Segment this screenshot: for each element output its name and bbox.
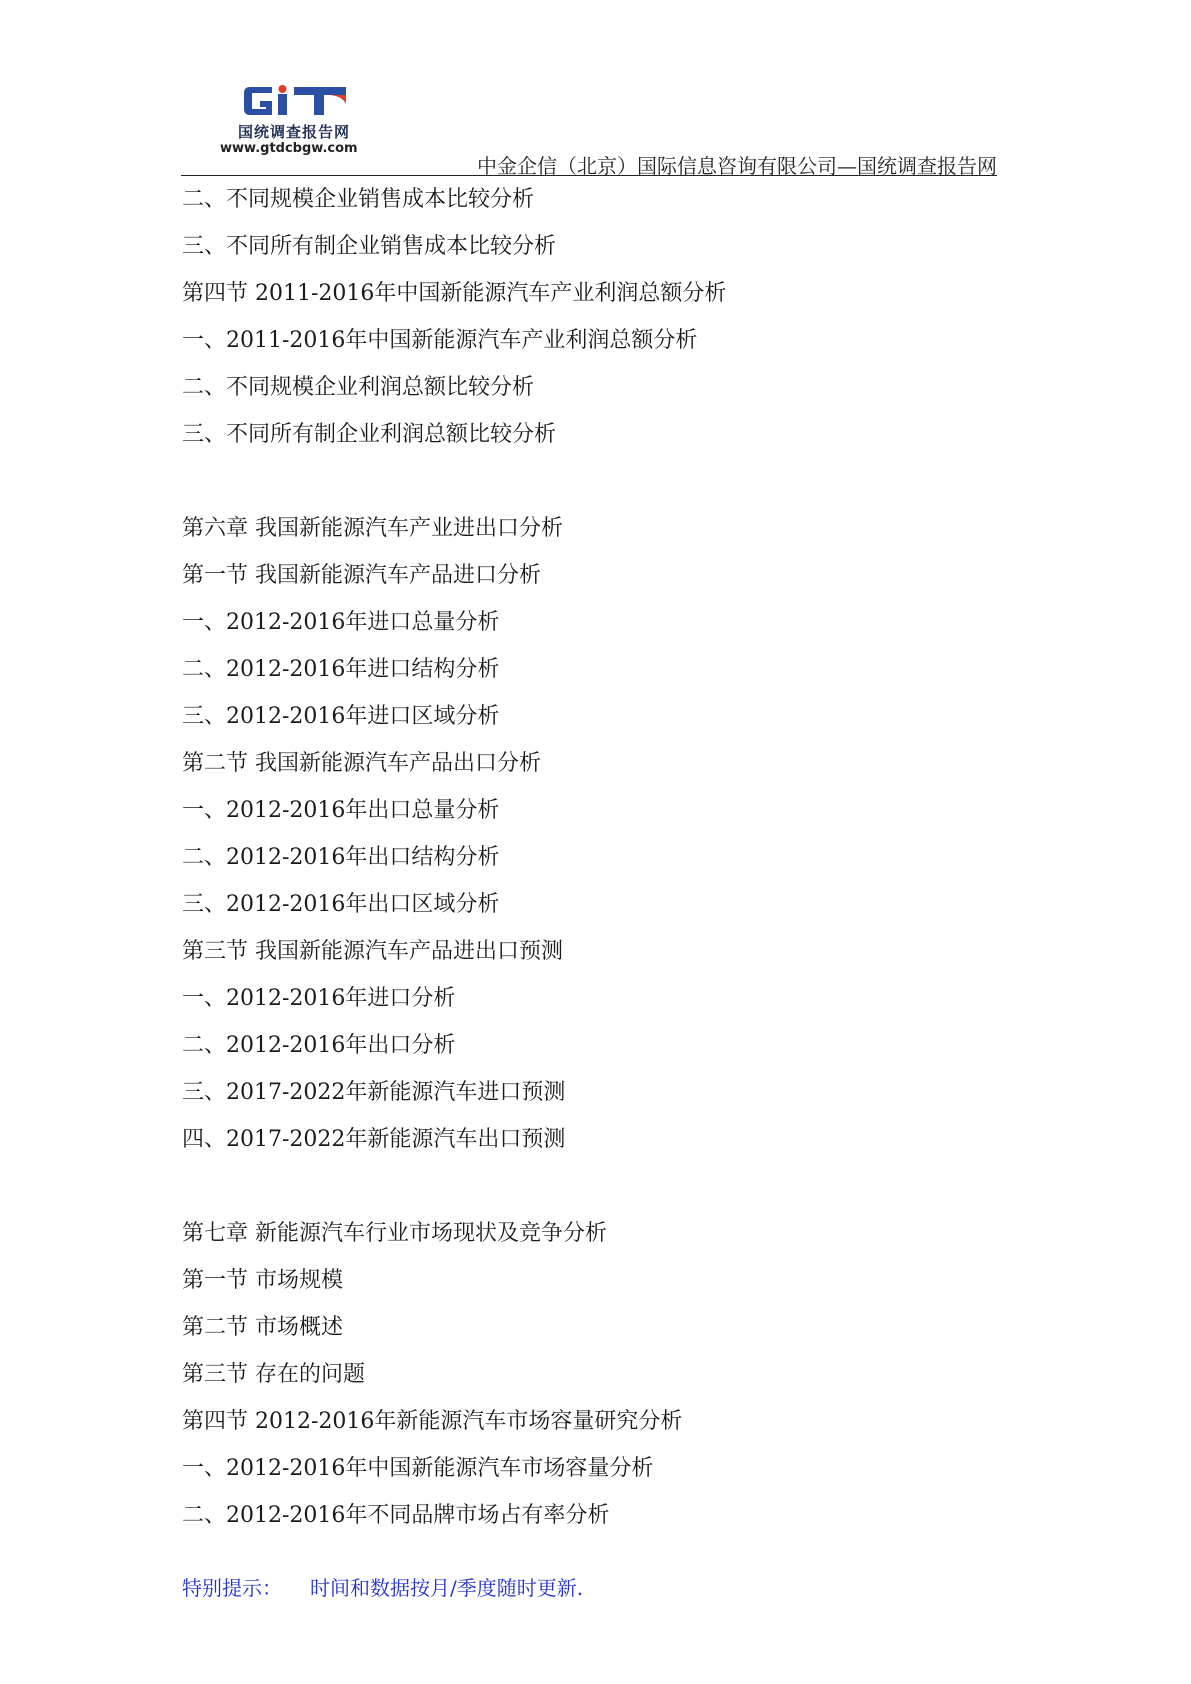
toc-line: 三、不同所有制企业利润总额比较分析 <box>182 422 557 447</box>
toc-section-heading: 第一节 市场规模 <box>182 1268 343 1293</box>
toc-line: 一、2012-2016年进口分析 <box>182 986 456 1011</box>
header-divider <box>181 175 997 176</box>
toc-line: 二、2012-2016年进口结构分析 <box>182 657 500 682</box>
toc-line: 一、2012-2016年中国新能源汽车市场容量分析 <box>182 1456 654 1481</box>
footer-notice-label: 特别提示： <box>182 1576 282 1600</box>
toc-chapter-heading: 第七章 新能源汽车行业市场现状及竞争分析 <box>182 1221 607 1246</box>
toc-section-heading: 第三节 存在的问题 <box>182 1362 365 1387</box>
toc-chapter-heading: 第六章 我国新能源汽车产业进出口分析 <box>182 516 563 541</box>
toc-section-heading: 第二节 市场概述 <box>182 1315 343 1340</box>
toc-line: 二、2012-2016年出口分析 <box>182 1033 456 1058</box>
toc-line: 三、不同所有制企业销售成本比较分析 <box>182 234 557 259</box>
toc-line: 二、2012-2016年不同品牌市场占有率分析 <box>182 1503 610 1528</box>
toc-section-heading: 第二节 我国新能源汽车产品出口分析 <box>182 751 541 776</box>
logo-text: 国统调查报告网 <box>238 123 351 141</box>
toc-section-heading: 第四节 2012-2016年新能源汽车市场容量研究分析 <box>182 1409 683 1434</box>
toc-line: 二、不同规模企业利润总额比较分析 <box>182 375 535 400</box>
toc-line: 三、2017-2022年新能源汽车进口预测 <box>182 1080 566 1105</box>
logo-url: www.gtdcbgw.com <box>220 141 358 156</box>
gtdc-logo-icon <box>242 84 352 118</box>
toc-line: 一、2012-2016年出口总量分析 <box>182 798 500 823</box>
toc-line: 一、2011-2016年中国新能源汽车产业利润总额分析 <box>182 328 698 353</box>
toc-section-heading: 第一节 我国新能源汽车产品进口分析 <box>182 563 541 588</box>
footer-notice <box>182 1572 583 1601</box>
toc-line: 三、2012-2016年进口区域分析 <box>182 704 500 729</box>
company-logo <box>220 84 380 164</box>
toc-line: 三、2012-2016年出口区域分析 <box>182 892 500 917</box>
toc-line: 二、2012-2016年出口结构分析 <box>182 845 500 870</box>
toc-line: 二、不同规模企业销售成本比较分析 <box>182 187 535 212</box>
header-company-name: 中金企信（北京）国际信息咨询有限公司—国统调查报告网 <box>477 154 997 178</box>
toc-section-heading: 第三节 我国新能源汽车产品进出口预测 <box>182 939 563 964</box>
footer-notice-text: 时间和数据按月/季度随时更新. <box>310 1576 584 1600</box>
toc-line: 一、2012-2016年进口总量分析 <box>182 610 500 635</box>
toc-line: 四、2017-2022年新能源汽车出口预测 <box>182 1127 566 1152</box>
toc-section-heading: 第四节 2011-2016年中国新能源汽车产业利润总额分析 <box>182 281 727 306</box>
